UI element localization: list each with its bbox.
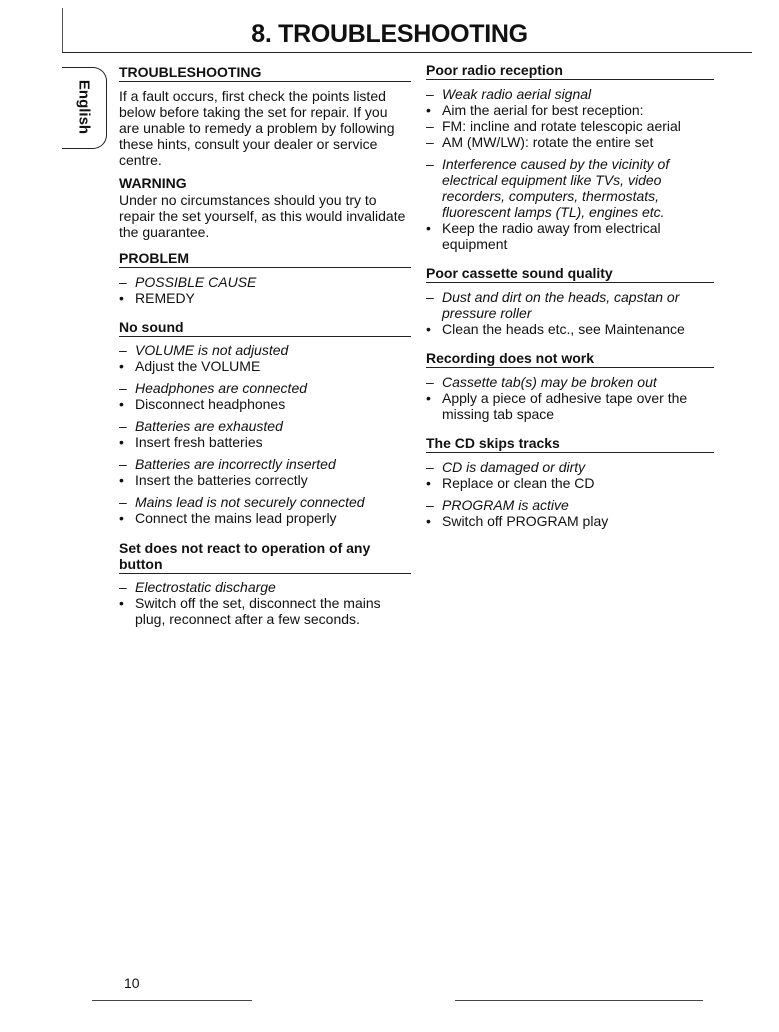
- cause-line: [426, 86, 714, 102]
- cause-line: [426, 156, 714, 220]
- remedy-text: Clean the heads etc., see Maintenance: [442, 321, 685, 337]
- remedy-line: [119, 510, 411, 526]
- remedy-bullet: •: [119, 595, 124, 611]
- remedy-line: [426, 321, 714, 337]
- cause-dash: –: [426, 156, 434, 172]
- cause-line: [119, 579, 411, 595]
- list-item: [426, 156, 714, 252]
- intro-heading: TROUBLESHOOTING: [119, 64, 411, 82]
- cause-dash: –: [119, 579, 127, 595]
- cause-dash: –: [426, 289, 434, 305]
- section-heading: Poor cassette sound quality: [426, 265, 714, 283]
- remedy-text: Aim the aerial for best reception:: [442, 102, 644, 118]
- remedy-bullet: •: [426, 390, 431, 406]
- remedy-bullet: •: [426, 102, 431, 118]
- remedy-text: Insert the batteries correctly: [135, 472, 308, 488]
- cause-line: [119, 456, 411, 472]
- remedy-line: [119, 595, 411, 627]
- list-item: [119, 380, 411, 412]
- list-item: [119, 579, 411, 627]
- warning-heading: WARNING: [119, 175, 187, 191]
- sub-step-text: AM (MW/LW): rotate the entire set: [442, 134, 654, 150]
- list-item: [426, 86, 714, 150]
- cause-line: [119, 418, 411, 434]
- remedy-line: [119, 396, 411, 412]
- remedy-line: [426, 390, 714, 422]
- cause-dash: –: [426, 86, 434, 102]
- remedy-text: Disconnect headphones: [135, 396, 286, 412]
- remedy-text: Connect the mains lead properly: [135, 510, 337, 526]
- step-dash: –: [426, 134, 434, 150]
- footer-rule-right: [455, 1000, 703, 1001]
- cause-text: PROGRAM is active: [442, 497, 569, 513]
- remedy-text: Switch off PROGRAM play: [442, 513, 609, 529]
- section-heading: Poor radio reception: [426, 62, 714, 80]
- remedy-line: [119, 358, 411, 374]
- cause-dash: –: [119, 456, 127, 472]
- cause-text: Cassette tab(s) may be broken out: [442, 374, 657, 390]
- remedy-text: Apply a piece of adhesive tape over the missing tab space: [442, 390, 688, 422]
- legend-remedy: [119, 290, 411, 306]
- cause-text: VOLUME is not adjusted: [135, 342, 289, 358]
- section-heading: Set does not react to operation of any button: [119, 540, 411, 574]
- page-number: 10: [124, 975, 140, 991]
- list-item: [426, 497, 714, 529]
- remedy-text: Adjust the VOLUME: [135, 358, 261, 374]
- remedy-bullet: •: [426, 220, 431, 236]
- remedy-text: Insert fresh batteries: [135, 434, 263, 450]
- cause-dash: –: [426, 497, 434, 513]
- list-item: [426, 289, 714, 337]
- step-dash: –: [426, 118, 434, 134]
- section-heading: The CD skips tracks: [426, 435, 714, 453]
- cause-dash: –: [119, 418, 127, 434]
- list-item: [119, 342, 411, 374]
- legend-remedy-text: REMEDY: [135, 290, 195, 306]
- remedy-bullet: •: [426, 475, 431, 491]
- remedy-bullet: •: [119, 358, 124, 374]
- remedy-bullet: •: [119, 290, 124, 306]
- cause-dash: –: [119, 494, 127, 510]
- page-title: 8. TROUBLESHOOTING: [251, 20, 528, 48]
- remedy-line: [119, 472, 411, 488]
- remedy-bullet: •: [426, 321, 431, 337]
- cause-line: [119, 380, 411, 396]
- list-item: [426, 374, 714, 422]
- cause-text: Batteries are exhausted: [135, 418, 283, 434]
- remedy-line: [426, 513, 714, 529]
- section-heading: No sound: [119, 319, 411, 337]
- remedy-line: [426, 220, 714, 252]
- remedy-bullet: •: [119, 472, 124, 488]
- remedy-text: Keep the radio away from electrical equipment: [442, 220, 661, 252]
- list-item: [119, 456, 411, 488]
- intro-text: If a fault occurs, first check the points listed below before taking the set for repair. If you are unable to remedy a problem by following these hints, consult your dealer or service centre.: [119, 88, 395, 168]
- remedy-bullet: •: [426, 513, 431, 529]
- language-tab-label: English: [75, 79, 93, 135]
- title-rule: [62, 52, 752, 53]
- legend-cause: [119, 274, 411, 290]
- sub-step: [426, 118, 714, 134]
- warning-text: Under no circumstances should you try to repair the set yourself, as this would invalidate the guarantee.: [119, 192, 406, 240]
- cause-text: Headphones are connected: [135, 380, 308, 396]
- legend-heading: PROBLEM: [119, 250, 411, 268]
- cause-dash: –: [119, 380, 127, 396]
- remedy-bullet: •: [119, 434, 124, 450]
- remedy-bullet: •: [119, 396, 124, 412]
- cause-line: [119, 342, 411, 358]
- cause-line: [426, 374, 714, 390]
- cause-line: [119, 494, 411, 510]
- cause-text: Mains lead is not securely connected: [135, 494, 365, 510]
- cause-line: [426, 289, 714, 321]
- cause-dash: –: [426, 374, 434, 390]
- remedy-text: Switch off the set, disconnect the mains plug, reconnect after a few seconds.: [135, 595, 381, 627]
- remedy-line: [119, 434, 411, 450]
- list-item: [426, 459, 714, 491]
- cause-text: Dust and dirt on the heads, capstan or pressure roller: [442, 289, 680, 321]
- cause-line: [426, 459, 714, 475]
- cause-text: Interference caused by the vicinity of electrical equipment like TVs, video recorders, computers, thermostats, fluorescent lamps (TL), engines etc.: [442, 156, 670, 220]
- remedy-line: [426, 475, 714, 491]
- cause-dash: –: [119, 342, 127, 358]
- cause-dash: –: [426, 459, 434, 475]
- cause-text: Weak radio aerial signal: [442, 86, 592, 102]
- remedy-text: Replace or clean the CD: [442, 475, 595, 491]
- sub-step-text: FM: incline and rotate telescopic aerial: [442, 118, 681, 134]
- cause-line: [426, 497, 714, 513]
- list-item: [119, 418, 411, 450]
- sub-step: [426, 134, 714, 150]
- left-column: [119, 64, 411, 627]
- remedy-line: [426, 102, 714, 118]
- legend-cause-text: POSSIBLE CAUSE: [135, 274, 257, 290]
- remedy-bullet: •: [119, 510, 124, 526]
- cause-dash: –: [119, 274, 127, 290]
- right-column: [426, 62, 714, 529]
- cause-text: Electrostatic discharge: [135, 579, 276, 595]
- footer-rule-left: [92, 1000, 252, 1001]
- list-item: [119, 494, 411, 526]
- cause-text: CD is damaged or dirty: [442, 459, 586, 475]
- section-heading: Recording does not work: [426, 350, 714, 368]
- cause-text: Batteries are incorrectly inserted: [135, 456, 336, 472]
